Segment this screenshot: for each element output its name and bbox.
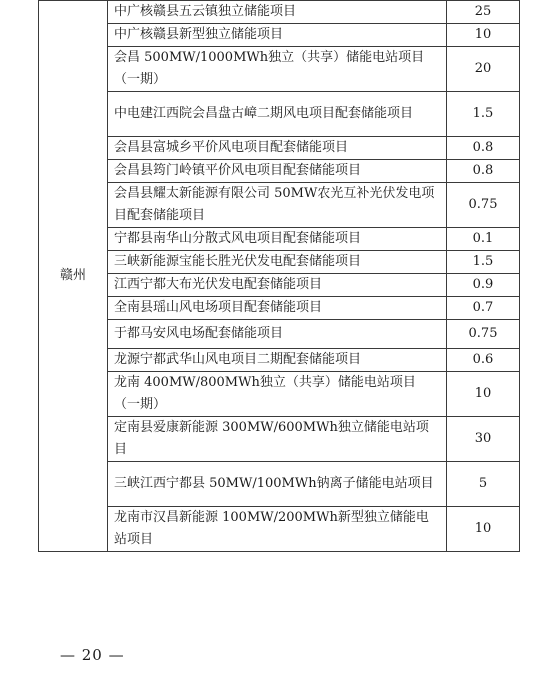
project-value: 5 — [447, 462, 520, 507]
project-name: 三峡江西宁都县 50MW/100MWh钠离子储能电站项目 — [108, 462, 447, 507]
project-name: 会昌县富城乡平价风电项目配套储能项目 — [108, 137, 447, 160]
table-row — [39, 160, 520, 183]
project-value: 0.8 — [447, 160, 520, 183]
project-value: 0.6 — [447, 349, 520, 372]
table-row — [39, 417, 520, 462]
project-name: 会昌县耀太新能源有限公司 50MW农光互补光伏发电项目配套储能项目 — [108, 183, 447, 228]
table-row — [39, 183, 520, 228]
region-cell: 赣州 — [39, 1, 108, 552]
project-name: 龙南 400MW/800MWh独立（共享）储能电站项目（一期） — [108, 372, 447, 417]
project-value: 0.75 — [447, 183, 520, 228]
project-name: 宁都县南华山分散式风电项目配套储能项目 — [108, 228, 447, 251]
page-number: — 20 — — [60, 646, 125, 664]
project-name: 定南县爱康新能源 300MW/600MWh独立储能电站项目 — [108, 417, 447, 462]
table-row — [39, 274, 520, 297]
table-row — [39, 24, 520, 47]
project-value: 0.1 — [447, 228, 520, 251]
table-row — [39, 251, 520, 274]
project-value: 0.8 — [447, 137, 520, 160]
project-value: 10 — [447, 507, 520, 552]
project-value: 0.9 — [447, 274, 520, 297]
table-row — [39, 320, 520, 349]
table-row — [39, 228, 520, 251]
table-row — [39, 47, 520, 92]
project-name: 江西宁都大布光伏发电配套储能项目 — [108, 274, 447, 297]
project-name: 三峡新能源宝能长胜光伏发电配套储能项目 — [108, 251, 447, 274]
project-value: 1.5 — [447, 251, 520, 274]
storage-projects-table — [38, 0, 520, 552]
project-name: 龙南市汉昌新能源 100MW/200MWh新型独立储能电站项目 — [108, 507, 447, 552]
project-name: 会昌 500MW/1000MWh独立（共享）储能电站项目（一期） — [108, 47, 447, 92]
table-row — [39, 462, 520, 507]
project-value: 10 — [447, 372, 520, 417]
table-row — [39, 1, 520, 24]
table-row — [39, 349, 520, 372]
project-name: 中电建江西院会昌盘古嶂二期风电项目配套储能项目 — [108, 92, 447, 137]
project-name: 中广核赣县新型独立储能项目 — [108, 24, 447, 47]
project-value: 0.7 — [447, 297, 520, 320]
project-value: 1.5 — [447, 92, 520, 137]
table-row — [39, 92, 520, 137]
table-row — [39, 372, 520, 417]
project-value: 20 — [447, 47, 520, 92]
project-value: 30 — [447, 417, 520, 462]
table-row — [39, 507, 520, 552]
project-name: 于都马安风电场配套储能项目 — [108, 320, 447, 349]
project-value: 25 — [447, 1, 520, 24]
table-row — [39, 137, 520, 160]
project-name: 龙源宁都武华山风电项目二期配套储能项目 — [108, 349, 447, 372]
table-row — [39, 297, 520, 320]
project-name: 会昌县筠门岭镇平价风电项目配套储能项目 — [108, 160, 447, 183]
project-name: 中广核赣县五云镇独立储能项目 — [108, 1, 447, 24]
project-name: 全南县瑶山风电场项目配套储能项目 — [108, 297, 447, 320]
project-value: 0.75 — [447, 320, 520, 349]
project-value: 10 — [447, 24, 520, 47]
